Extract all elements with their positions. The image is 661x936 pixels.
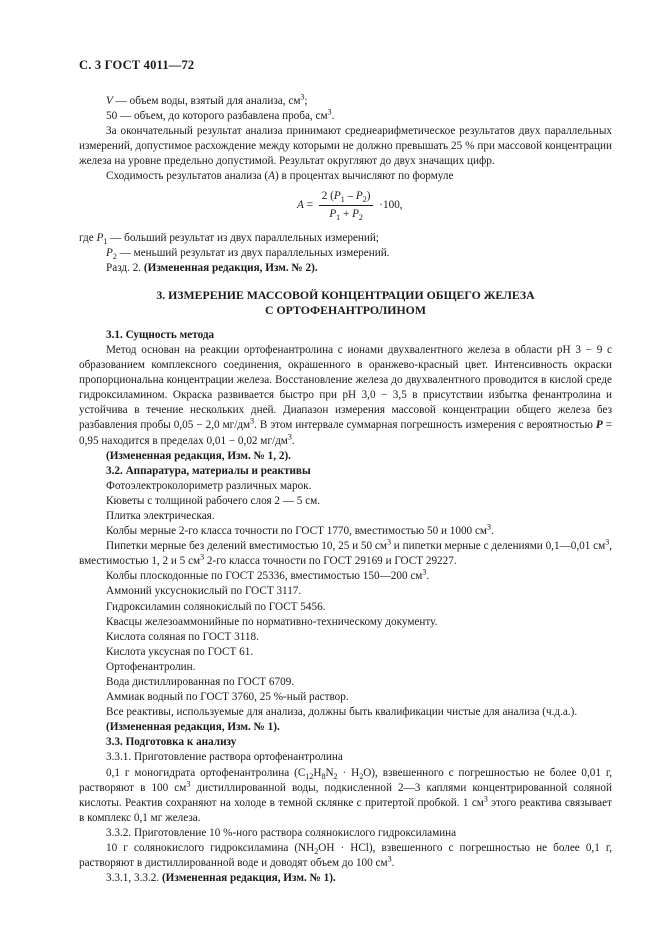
reagent-item: Кислота соляная по ГОСТ 3118. <box>106 630 259 643</box>
var-v-definition: V — объем воды, взятый для анализа, $см^3$; <box>106 92 308 107</box>
section-3-2-title: 3.2. Аппаратура, материалы и реактивы <box>106 464 311 477</box>
section-3-3-2-title: 3.3.2. Приготовление 10 %-ного раствора солянокислого гидроксиламина <box>106 826 457 839</box>
formula-denominator: $P_1 + P_2$ <box>329 207 363 222</box>
section-3-3-1-title: 3.3.1. Приготовление раствора ортофенантролина <box>106 751 343 764</box>
section-3-1-title: 3.1. Сущность метода <box>106 328 215 341</box>
convergence-formula: A = $\frac{2 (P_1 - P_2)}{P_1 + P_2}$ ·100, <box>297 189 403 222</box>
equipment-item: Фотоэлектроколориметр различных марок. <box>106 479 312 492</box>
section-3-3-title: 3.3. Подготовка к анализу <box>106 736 237 749</box>
section2-edition-note: Разд. 2. (Измененная редакция, Изм. № 2). <box>106 261 318 274</box>
var-50-definition: 50 — объем, до которого разбавлена проба, $см^3$. <box>106 107 335 123</box>
document-body <box>79 94 612 886</box>
section3-title-line1: 3. ИЗМЕРЕНИЕ МАССОВОЙ КОНЦЕНТРАЦИИ ОБЩЕГО ЖЕЛЕЗА <box>156 287 535 302</box>
equipment-item: Кюветы с толщиной рабочего слоя 2 — 5 см. <box>106 494 321 507</box>
section-3-1-text: Метод основан на реакции ортофенантролина с ионами двухвалентного железа в области рН 3 − 9 с образованием комплексного соединения, окрашенного в оранжево-красный цвет. Интенсивность окраски пропорциональна концентрации железа. Восстановление железа до двухвалентного проводится в кислой среде гидроксиламином. Окраска развивается быстро при рН 3,0 − 3,5 в присутствии избытка фенантролина и устойчива в течение нескольких дней. Диапазон измерения массовой концентрации общего железа без разбавления пробы 0,05 − 2,0 $мг/дм^3$. В этом интервале суммарная погрешность измерения с вероятностью P = 0,95 находится в пределах 0,01 − 0,02 $мг/дм^3$. <box>79 343 612 447</box>
reagent-item: Ортофенантролин. <box>106 660 196 673</box>
section-3-3-edition: 3.3.1, 3.3.2. (Измененная редакция, Изм. № 1). <box>106 872 336 885</box>
section-3-1-edition: (Измененная редакция, Изм. № 1, 2). <box>106 449 291 462</box>
convergence-paragraph: Сходимость результатов анализа (A) в процентах вычисляют по формуле <box>106 170 454 183</box>
reagent-item: Гидроксиламин солянокислый по ГОСТ 5456. <box>106 600 326 613</box>
section-3-2-edition: (Измененная редакция, Изм. № 1). <box>106 721 280 734</box>
reagent-item: Кислота уксусная по ГОСТ 61. <box>106 645 254 658</box>
reagents-qualification: Все реактивы, используемые для анализа, должны быть квалификации чистые для анализа (ч.д.а.). <box>106 706 578 719</box>
page-header: С. 3 ГОСТ 4011—72 <box>79 58 195 72</box>
reagent-item: Квасцы железоаммонийные по нормативно-техническому документу. <box>106 615 438 628</box>
section-3-3-1-text: 0,1 г моногидрата ортофенантролина $(C_{12}H_8N_2 \cdot H_2O)$, взвешенного с погрешностью не более 0,01 г, растворяют в 100 $см^3$ дистиллированной воды, подкисленной 2—3 каплями концентрированной соляной кислоты. Реактив сохраняют на холоде в темной склянке с притертой пробкой. 1 $см^3$ этого реактива связывает в комплекс 0,1 мг железа. <box>79 766 612 824</box>
var-v: V <box>106 95 113 107</box>
where-p1: где $P_1$ — больший результат из двух параллельных измерений; <box>79 231 379 246</box>
equipment-item: Плитка электрическая. <box>106 509 215 522</box>
final-result-paragraph: За окончательный результат анализа принимают среднеарифметическое результатов двух параллельных измерений, допустимое расхождение между которыми не должно превышать 25 % при массовой концентрации железа на уровне предельно допустимой. Результат округляют до двух значащих цифр. <box>79 125 612 168</box>
formula-fraction <box>319 189 374 222</box>
section3-title-line2: С ОРТОФЕНАНТРОЛИНОМ <box>265 302 426 317</box>
equipment-item-pipettes: Пипетки мерные без делений вместимостью 10, 25 и 50 $см^3$ и пипетки мерные с делениями 0,1—0,01 $см^3$, вместимостью 1, 2 и 5 $см^3$ 2-го класса точности по ГОСТ 29169 и ГОСТ 29227. <box>79 537 612 568</box>
reagent-item: Вода дистиллированная по ГОСТ 6709. <box>106 676 295 688</box>
reagent-item: Аммоний уксуснокислый по ГОСТ 3117. <box>106 585 302 598</box>
reagent-item: Аммиак водный по ГОСТ 3760, 25 %-ный раствор. <box>106 691 349 704</box>
section-3-3-2-text: 10 г солянокислого гидроксиламина $(NH_2OH \cdot HCl)$, взвешенного с погрешностью не более 0,1 г, растворяют в дистиллированной воде и доводят объем до 100 $см^3$. <box>79 842 613 870</box>
formula-block <box>79 187 612 227</box>
equipment-item-flat-flasks: Колбы плоскодонные по ГОСТ 25336, вместимостью 150—200 $см^3$. <box>106 567 430 583</box>
formula-numerator: 2 $(P_1 - P_2)$ <box>319 189 374 206</box>
where-p2: $P_2$ — меньший результат из двух параллельных измерений. <box>106 246 390 261</box>
equipment-item-flasks: Колбы мерные 2-го класса точности по ГОСТ 1770, вместимостью 50 и 1000 $см^3$. <box>106 522 494 538</box>
